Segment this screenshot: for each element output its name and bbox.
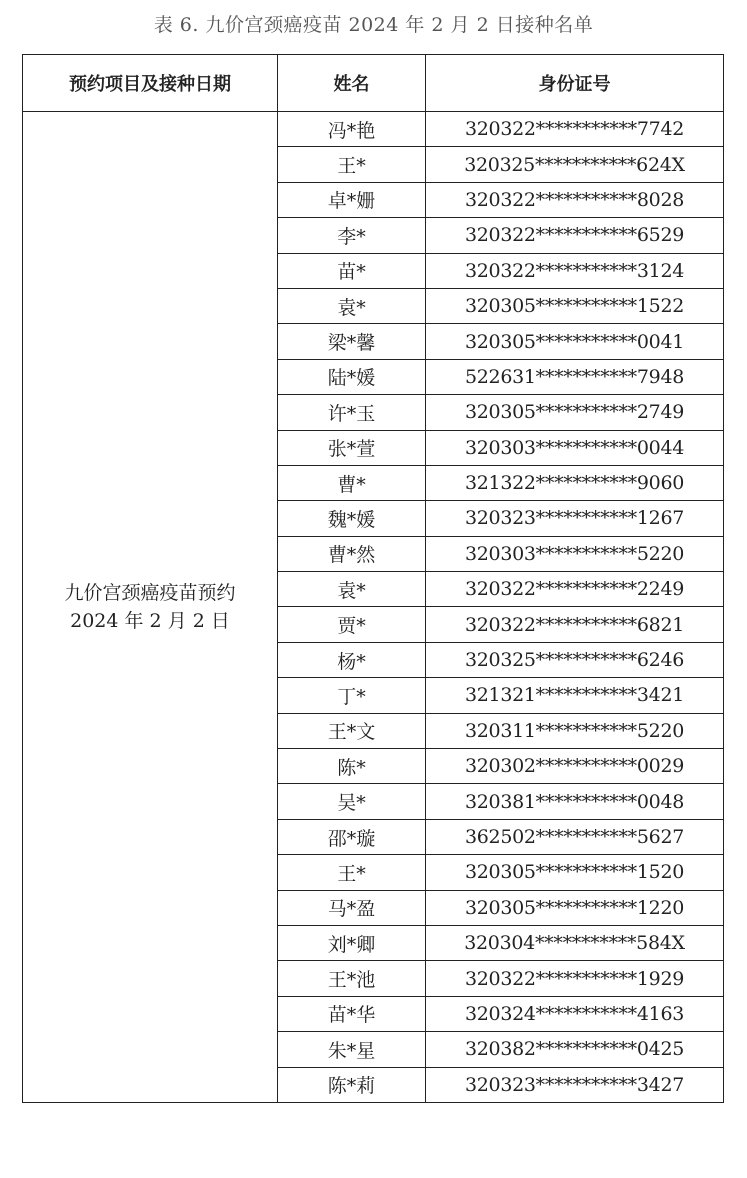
person-name-cell: 曹* [278, 465, 426, 500]
person-name-cell: 张*萱 [278, 430, 426, 465]
id-number-cell: 362502***********5627 [426, 819, 724, 854]
person-name-cell: 魏*媛 [278, 501, 426, 536]
table-row [23, 112, 724, 147]
person-name-cell: 陆*媛 [278, 359, 426, 394]
id-number-cell: 320305***********1220 [426, 890, 724, 925]
id-number-cell: 320322***********1929 [426, 961, 724, 996]
id-number-cell: 320305***********0041 [426, 324, 724, 359]
person-name-cell: 朱*星 [278, 1032, 426, 1067]
id-number-cell: 320311***********5220 [426, 713, 724, 748]
person-name-cell: 王*池 [278, 961, 426, 996]
id-number-cell: 320303***********0044 [426, 430, 724, 465]
person-name-cell: 许*玉 [278, 395, 426, 430]
header-project-date: 预约项目及接种日期 [23, 55, 278, 112]
id-number-cell: 320382***********0425 [426, 1032, 724, 1067]
id-number-cell: 522631***********7948 [426, 359, 724, 394]
person-name-cell: 曹*然 [278, 536, 426, 571]
table-body [23, 112, 724, 1103]
person-name-cell: 冯*艳 [278, 112, 426, 147]
project-date-cell [23, 112, 278, 1103]
id-number-cell: 321321***********3421 [426, 678, 724, 713]
person-name-cell: 王* [278, 855, 426, 890]
person-name-cell: 贾* [278, 607, 426, 642]
id-number-cell: 320324***********4163 [426, 996, 724, 1031]
person-name-cell: 王* [278, 147, 426, 182]
id-number-cell: 320322***********8028 [426, 182, 724, 217]
person-name-cell: 李* [278, 218, 426, 253]
person-name-cell: 袁* [278, 572, 426, 607]
person-name-cell: 苗* [278, 253, 426, 288]
table-header-row [23, 55, 724, 112]
id-number-cell: 320323***********3427 [426, 1067, 724, 1102]
id-number-cell: 320303***********5220 [426, 536, 724, 571]
id-number-cell: 320302***********0029 [426, 749, 724, 784]
person-name-cell: 王*文 [278, 713, 426, 748]
id-number-cell: 320322***********6529 [426, 218, 724, 253]
id-number-cell: 320322***********6821 [426, 607, 724, 642]
person-name-cell: 袁* [278, 288, 426, 323]
person-name-cell: 杨* [278, 642, 426, 677]
person-name-cell: 梁*馨 [278, 324, 426, 359]
project-name: 九价宫颈癌疫苗预约 [64, 581, 236, 604]
id-number-cell: 320322***********2249 [426, 572, 724, 607]
header-name: 姓名 [278, 55, 426, 112]
project-date: 2024 年 2 月 2 日 [70, 609, 230, 632]
id-number-cell: 320304***********584X [426, 925, 724, 960]
person-name-cell: 邵*璇 [278, 819, 426, 854]
person-name-cell: 苗*华 [278, 996, 426, 1031]
person-name-cell: 陈*莉 [278, 1067, 426, 1102]
id-number-cell: 320305***********2749 [426, 395, 724, 430]
id-number-cell: 320322***********7742 [426, 112, 724, 147]
document-title: 表 6. 九价宫颈癌疫苗 2024 年 2 月 2 日接种名单 [153, 14, 594, 36]
id-number-cell: 320323***********1267 [426, 501, 724, 536]
person-name-cell: 陈* [278, 749, 426, 784]
header-id-number: 身份证号 [426, 55, 724, 112]
person-name-cell: 马*盈 [278, 890, 426, 925]
id-number-cell: 321322***********9060 [426, 465, 724, 500]
vaccination-roster-table [22, 54, 724, 1103]
person-name-cell: 刘*卿 [278, 925, 426, 960]
id-number-cell: 320381***********0048 [426, 784, 724, 819]
id-number-cell: 320322***********3124 [426, 253, 724, 288]
id-number-cell: 320325***********6246 [426, 642, 724, 677]
person-name-cell: 卓*姗 [278, 182, 426, 217]
id-number-cell: 320305***********1522 [426, 288, 724, 323]
person-name-cell: 丁* [278, 678, 426, 713]
id-number-cell: 320305***********1520 [426, 855, 724, 890]
person-name-cell: 吴* [278, 784, 426, 819]
id-number-cell: 320325***********624X [426, 147, 724, 182]
